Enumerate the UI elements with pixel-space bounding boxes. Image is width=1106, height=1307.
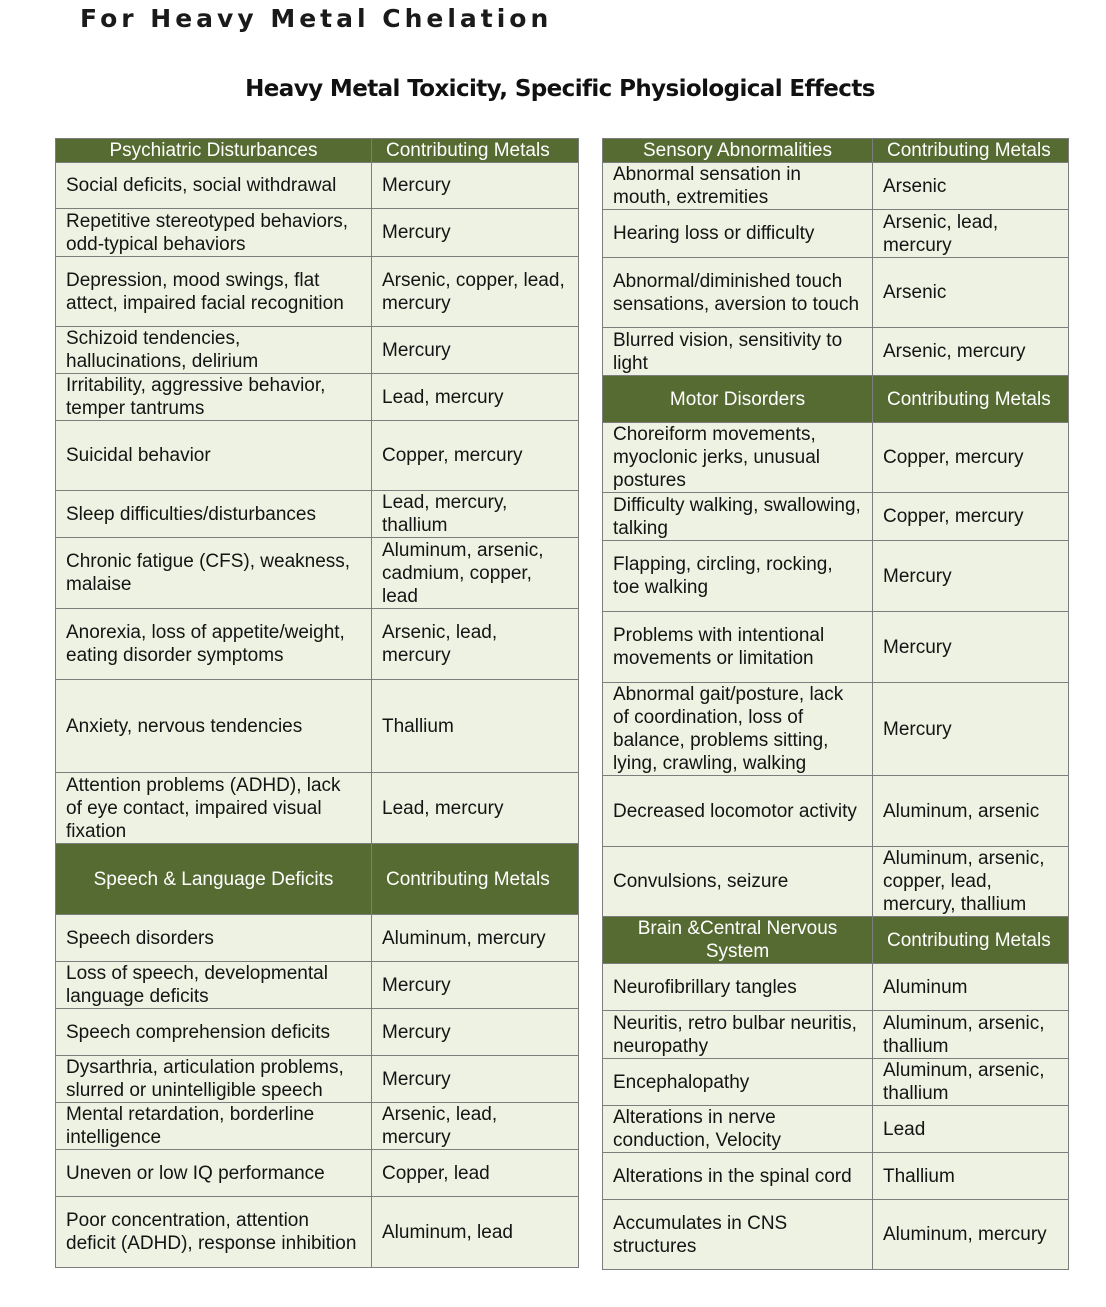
- effect-cell: Depression, mood swings, flat attect, impaired facial recognition: [56, 257, 372, 327]
- effect-cell: Irritability, aggressive behavior, temper tantrums: [56, 374, 372, 421]
- effect-cell: Blurred vision, sensitivity to light: [603, 328, 873, 376]
- table-row: [603, 1059, 1069, 1106]
- metals-column-header: Contributing Metals: [873, 376, 1069, 423]
- table-row: [603, 328, 1069, 376]
- metals-cell: Lead: [873, 1106, 1069, 1153]
- table-row: [56, 609, 579, 680]
- table-row: [603, 964, 1069, 1011]
- metals-cell: Arsenic, lead, mercury: [873, 210, 1069, 258]
- effect-cell: Uneven or low IQ performance: [56, 1150, 372, 1197]
- metals-cell: Mercury: [372, 962, 579, 1009]
- metals-cell: Thallium: [372, 680, 579, 773]
- metals-cell: Copper, mercury: [372, 421, 579, 491]
- metals-cell: Mercury: [372, 1009, 579, 1056]
- metals-cell: Aluminum, arsenic, thallium: [873, 1059, 1069, 1106]
- effect-cell: Social deficits, social withdrawal: [56, 163, 372, 209]
- metals-cell: Aluminum: [873, 964, 1069, 1011]
- metals-cell: Lead, mercury: [372, 374, 579, 421]
- table-row: [56, 209, 579, 257]
- table-row: [56, 163, 579, 209]
- metals-cell: Aluminum, arsenic, thallium: [873, 1011, 1069, 1059]
- effect-cell: Loss of speech, developmental language deficits: [56, 962, 372, 1009]
- metals-cell: Arsenic: [873, 163, 1069, 210]
- section-title: Sensory Abnormalities: [603, 139, 873, 163]
- metals-cell: Thallium: [873, 1153, 1069, 1200]
- effect-cell: Difficulty walking, swallowing, talking: [603, 493, 873, 541]
- metals-cell: Arsenic: [873, 258, 1069, 328]
- effect-cell: Decreased locomotor activity: [603, 776, 873, 847]
- table-row: [56, 374, 579, 421]
- metals-cell: Arsenic, mercury: [873, 328, 1069, 376]
- table-row: [603, 847, 1069, 917]
- table-row: [603, 493, 1069, 541]
- effect-cell: Neuritis, retro bulbar neuritis, neuropathy: [603, 1011, 873, 1059]
- right-section-header: [603, 917, 1069, 964]
- effect-cell: Choreiform movements, myoclonic jerks, unusual postures: [603, 423, 873, 493]
- metals-cell: Lead, mercury: [372, 773, 579, 844]
- effect-cell: Problems with intentional movements or limitation: [603, 612, 873, 683]
- effect-cell: Repetitive stereotyped behaviors, odd-typical behaviors: [56, 209, 372, 257]
- effect-cell: Anxiety, nervous tendencies: [56, 680, 372, 773]
- effect-cell: Abnormal gait/posture, lack of coordination, loss of balance, problems sitting, lying, crawling, walking: [603, 683, 873, 776]
- effect-cell: Sleep difficulties/disturbances: [56, 491, 372, 538]
- table-row: [603, 612, 1069, 683]
- metals-cell: Arsenic, lead, mercury: [372, 1103, 579, 1150]
- effect-cell: Schizoid tendencies, hallucinations, delirium: [56, 327, 372, 374]
- effect-cell: Neurofibrillary tangles: [603, 964, 873, 1011]
- metals-column-header: Contributing Metals: [372, 139, 579, 163]
- table-row: [56, 1009, 579, 1056]
- effect-cell: Abnormal/diminished touch sensations, aversion to touch: [603, 258, 873, 328]
- metals-cell: Arsenic, copper, lead, mercury: [372, 257, 579, 327]
- table-row: [603, 163, 1069, 210]
- metals-cell: Mercury: [372, 327, 579, 374]
- metals-cell: Aluminum, arsenic, copper, lead, mercury, thallium: [873, 847, 1069, 917]
- table-row: [603, 776, 1069, 847]
- table-row: [56, 773, 579, 844]
- metals-column-header: Contributing Metals: [372, 844, 579, 915]
- table-row: [56, 491, 579, 538]
- effect-cell: Abnormal sensation in mouth, extremities: [603, 163, 873, 210]
- table-row: [56, 1103, 579, 1150]
- effect-cell: Dysarthria, articulation problems, slurred or unintelligible speech: [56, 1056, 372, 1103]
- metals-cell: Mercury: [873, 683, 1069, 776]
- metals-cell: Mercury: [873, 541, 1069, 612]
- metals-cell: Arsenic, lead, mercury: [372, 609, 579, 680]
- metals-cell: Copper, mercury: [873, 423, 1069, 493]
- effect-cell: Suicidal behavior: [56, 421, 372, 491]
- metals-cell: Aluminum, mercury: [372, 915, 579, 962]
- table-row: [56, 1150, 579, 1197]
- effect-cell: Chronic fatigue (CFS), weakness, malaise: [56, 538, 372, 609]
- table-row: [603, 1200, 1069, 1270]
- table-row: [603, 1011, 1069, 1059]
- page-title: Heavy Metal Toxicity, Specific Physiological Effects: [245, 76, 875, 102]
- table-row: [56, 1197, 579, 1268]
- metals-cell: Copper, lead: [372, 1150, 579, 1197]
- metals-cell: Aluminum, mercury: [873, 1200, 1069, 1270]
- section-title: Motor Disorders: [603, 376, 873, 423]
- table-row: [603, 541, 1069, 612]
- metals-cell: Lead, mercury, thallium: [372, 491, 579, 538]
- table-row: [56, 680, 579, 773]
- section-title: Brain &Central Nervous System: [603, 917, 873, 964]
- top-title: For Heavy Metal Chelation: [80, 4, 553, 33]
- section-title: Psychiatric Disturbances: [56, 139, 372, 163]
- metals-cell: Mercury: [372, 209, 579, 257]
- effect-cell: Alterations in the spinal cord: [603, 1153, 873, 1200]
- metals-column-header: Contributing Metals: [873, 139, 1069, 163]
- metals-cell: Aluminum, arsenic, cadmium, copper, lead: [372, 538, 579, 609]
- effect-cell: Poor concentration, attention deficit (ADHD), response inhibition: [56, 1197, 372, 1268]
- left-effects-table: [55, 138, 579, 1268]
- right-section-header: [603, 139, 1069, 163]
- metals-cell: Mercury: [372, 163, 579, 209]
- left-section-header: [56, 844, 579, 915]
- table-row: [56, 538, 579, 609]
- table-row: [56, 1056, 579, 1103]
- effect-cell: Mental retardation, borderline intelligence: [56, 1103, 372, 1150]
- table-row: [603, 258, 1069, 328]
- section-title: Speech & Language Deficits: [56, 844, 372, 915]
- metals-column-header: Contributing Metals: [873, 917, 1069, 964]
- effect-cell: Speech disorders: [56, 915, 372, 962]
- right-section-header: [603, 376, 1069, 423]
- effect-cell: Encephalopathy: [603, 1059, 873, 1106]
- metals-cell: Aluminum, arsenic: [873, 776, 1069, 847]
- effect-cell: Convulsions, seizure: [603, 847, 873, 917]
- effect-cell: Alterations in nerve conduction, Velocity: [603, 1106, 873, 1153]
- effect-cell: Hearing loss or difficulty: [603, 210, 873, 258]
- table-row: [56, 962, 579, 1009]
- effect-cell: Accumulates in CNS structures: [603, 1200, 873, 1270]
- table-row: [603, 210, 1069, 258]
- left-section-header: [56, 139, 579, 163]
- table-row: [603, 683, 1069, 776]
- table-row: [56, 257, 579, 327]
- metals-cell: Mercury: [372, 1056, 579, 1103]
- table-row: [56, 327, 579, 374]
- metals-cell: Mercury: [873, 612, 1069, 683]
- effect-cell: Anorexia, loss of appetite/weight, eating disorder symptoms: [56, 609, 372, 680]
- table-row: [603, 423, 1069, 493]
- right-effects-table: [602, 138, 1069, 1270]
- effect-cell: Flapping, circling, rocking, toe walking: [603, 541, 873, 612]
- metals-cell: Aluminum, lead: [372, 1197, 579, 1268]
- table-row: [56, 421, 579, 491]
- table-row: [56, 915, 579, 962]
- effect-cell: Speech comprehension deficits: [56, 1009, 372, 1056]
- metals-cell: Copper, mercury: [873, 493, 1069, 541]
- table-row: [603, 1153, 1069, 1200]
- table-row: [603, 1106, 1069, 1153]
- effect-cell: Attention problems (ADHD), lack of eye contact, impaired visual fixation: [56, 773, 372, 844]
